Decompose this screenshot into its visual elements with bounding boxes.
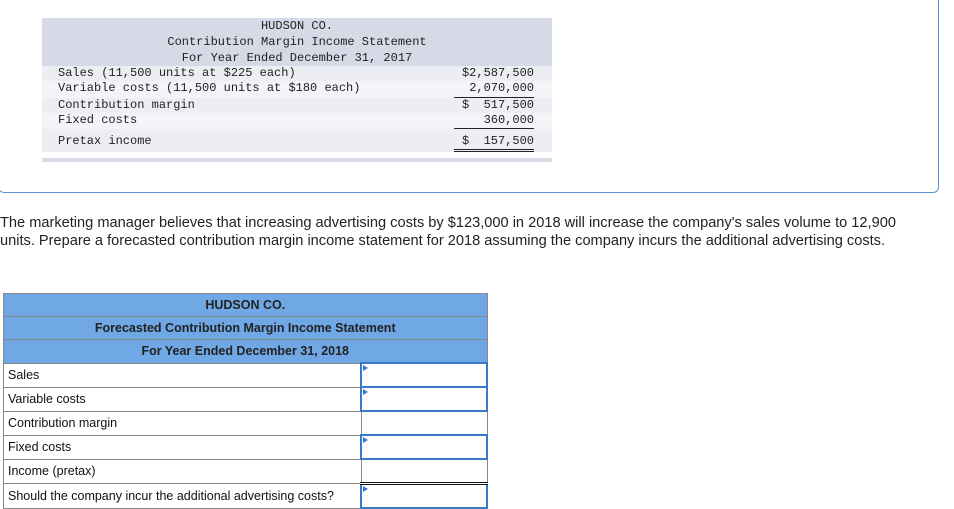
- row-amount: $ 157,500: [454, 134, 534, 152]
- row-variable-costs: [42, 81, 552, 97]
- row-amount: 360,000: [454, 113, 534, 129]
- row-amount: 2,070,000: [454, 81, 534, 97]
- table-row: [4, 387, 488, 411]
- forecast-company: HUDSON CO.: [4, 294, 488, 317]
- question-text: The marketing manager believes that increasing advertising costs by $123,000 in 2018 will increase the company's sales volume to 12,900 units. Prepare a forecasted contribution margin income statement for 2018 assuming the company incurs the additional advertising costs.: [0, 215, 896, 249]
- table-row: [4, 435, 488, 459]
- statement-title: Contribution Margin Income Statement: [42, 34, 552, 50]
- row-label: Contribution margin: [4, 411, 362, 435]
- variable-costs-input[interactable]: [361, 387, 487, 411]
- forecast-period: For Year Ended December 31, 2018: [4, 340, 488, 364]
- statement-2017: [42, 18, 552, 162]
- fixed-costs-input[interactable]: [361, 435, 487, 459]
- row-amount: $ 517,500: [461, 97, 534, 112]
- row-label: Variable costs (11,500 units at $180 each): [58, 81, 361, 96]
- row-sales: [42, 66, 552, 81]
- statement-period: For Year Ended December 31, 2017: [42, 50, 552, 66]
- forecast-table: [3, 293, 488, 509]
- row-fixed-costs: [42, 113, 552, 129]
- row-label: Fixed costs: [58, 112, 138, 127]
- table-row: [4, 459, 488, 484]
- divider: [42, 158, 552, 162]
- row-label: Sales: [4, 363, 362, 387]
- company-name: HUDSON CO.: [42, 18, 552, 34]
- row-label: Fixed costs: [4, 435, 362, 459]
- row-contribution-margin: [42, 98, 552, 113]
- contribution-margin-input[interactable]: [361, 411, 487, 435]
- row-amount: $2,587,500: [461, 66, 534, 80]
- incur-costs-select[interactable]: [361, 484, 487, 509]
- table-row: [4, 363, 488, 387]
- row-label: Income (pretax): [4, 459, 362, 484]
- table-row: [4, 484, 488, 509]
- row-label: Variable costs: [4, 387, 362, 411]
- forecast-title: Forecasted Contribution Margin Income Statement: [4, 317, 488, 340]
- row-label: Contribution margin: [58, 97, 195, 112]
- sales-input[interactable]: [361, 363, 487, 387]
- row-pretax-income: [42, 129, 552, 152]
- income-pretax-input[interactable]: [361, 459, 487, 484]
- table-row: [4, 411, 488, 435]
- row-label: Pretax income: [58, 134, 152, 149]
- row-label: Sales (11,500 units at $225 each): [58, 66, 296, 80]
- row-label: Should the company incur the additional advertising costs?: [4, 484, 362, 509]
